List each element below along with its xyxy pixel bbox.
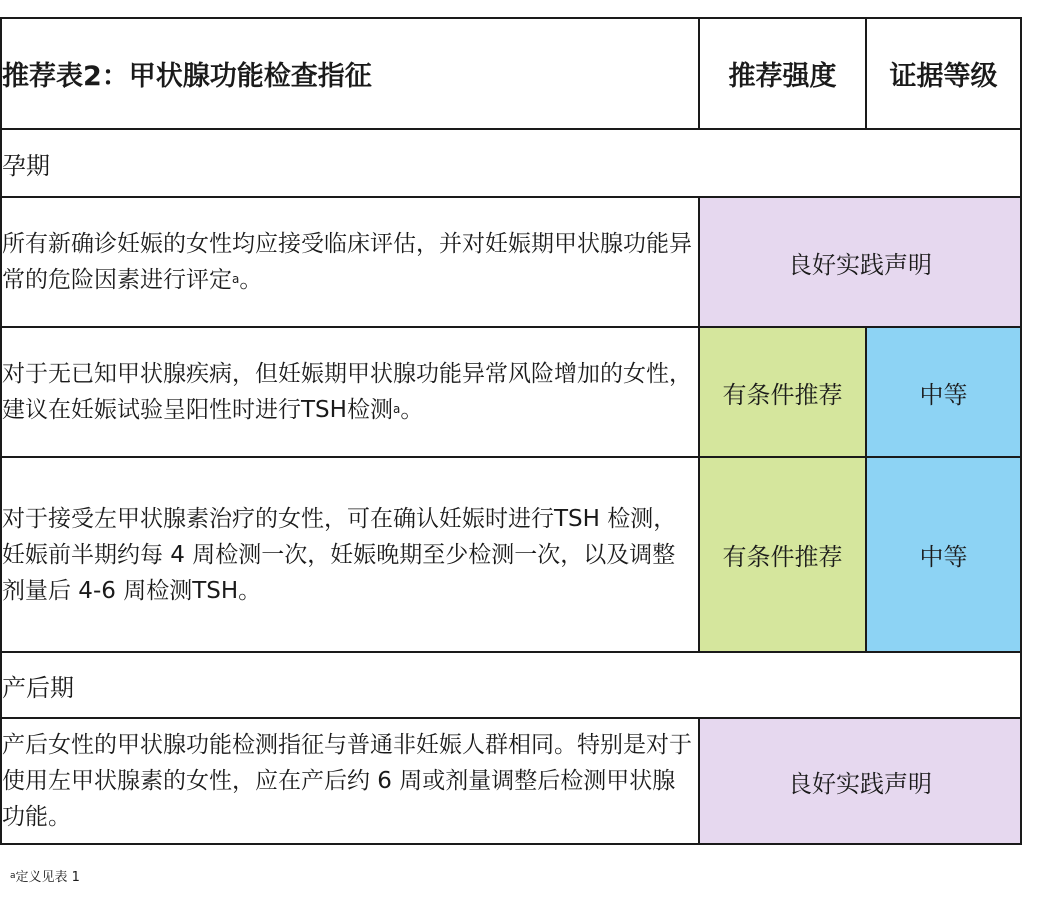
section-row-postpartum bbox=[1, 652, 1021, 718]
evidence-badge: 中等 bbox=[866, 457, 1021, 652]
table-row bbox=[1, 718, 1021, 844]
footnote-text: 定义见表 1 bbox=[15, 870, 80, 885]
section-row-pregnancy bbox=[1, 129, 1021, 197]
recommendation-text bbox=[1, 457, 699, 652]
table-title: 推荐表2：甲状腺功能检查指征 bbox=[1, 18, 699, 129]
table-row bbox=[1, 457, 1021, 652]
recommendation-text bbox=[1, 327, 699, 457]
footnote-mark: a bbox=[392, 402, 401, 416]
recommendation-text bbox=[1, 197, 699, 327]
column-header-strength: 推荐强度 bbox=[699, 18, 866, 129]
table-row bbox=[1, 197, 1021, 327]
table-row bbox=[1, 327, 1021, 457]
sentence-end: 。 bbox=[400, 397, 424, 423]
strength-badge: 良好实践声明 bbox=[699, 197, 1021, 327]
section-label: 产后期 bbox=[1, 652, 1021, 718]
footnote bbox=[10, 866, 80, 885]
footnote-mark: a bbox=[232, 272, 240, 286]
recommendation-body: 对于接受左甲状腺素治疗的女性，可在确认妊娠时进行TSH 检测，妊娠前半期约每 4 周检测一次，妊娠晚期至少检测一次，以及调整剂量后 4-6 周检测TSH。 bbox=[2, 505, 677, 604]
section-label: 孕期 bbox=[1, 129, 1021, 197]
strength-badge: 有条件推荐 bbox=[699, 457, 866, 652]
strength-badge: 良好实践声明 bbox=[699, 718, 1021, 844]
recommendation-body: 产后女性的甲状腺功能检测指征与普通非妊娠人群相同。特别是对于使用左甲状腺素的女性，应在产后约 6 周或剂量调整后检测甲状腺功能。 bbox=[2, 732, 692, 830]
sentence-end: 。 bbox=[239, 267, 263, 293]
footnote-mark: a bbox=[10, 871, 16, 881]
evidence-badge: 中等 bbox=[866, 327, 1021, 457]
recommendation-body: 所有新确诊妊娠的女性均应接受临床评估，并对妊娠期甲状腺功能异常的危险因素进行评定 bbox=[2, 231, 692, 293]
recommendation-body: 对于无已知甲状腺疾病，但妊娠期甲状腺功能异常风险增加的女性，建议在妊娠试验呈阳性时进行TSH检测 bbox=[2, 361, 692, 423]
recommendation-text bbox=[1, 718, 699, 844]
header-row bbox=[1, 18, 1021, 129]
column-header-evidence: 证据等级 bbox=[866, 18, 1021, 129]
strength-badge: 有条件推荐 bbox=[699, 327, 866, 457]
recommendation-table bbox=[0, 17, 1022, 845]
